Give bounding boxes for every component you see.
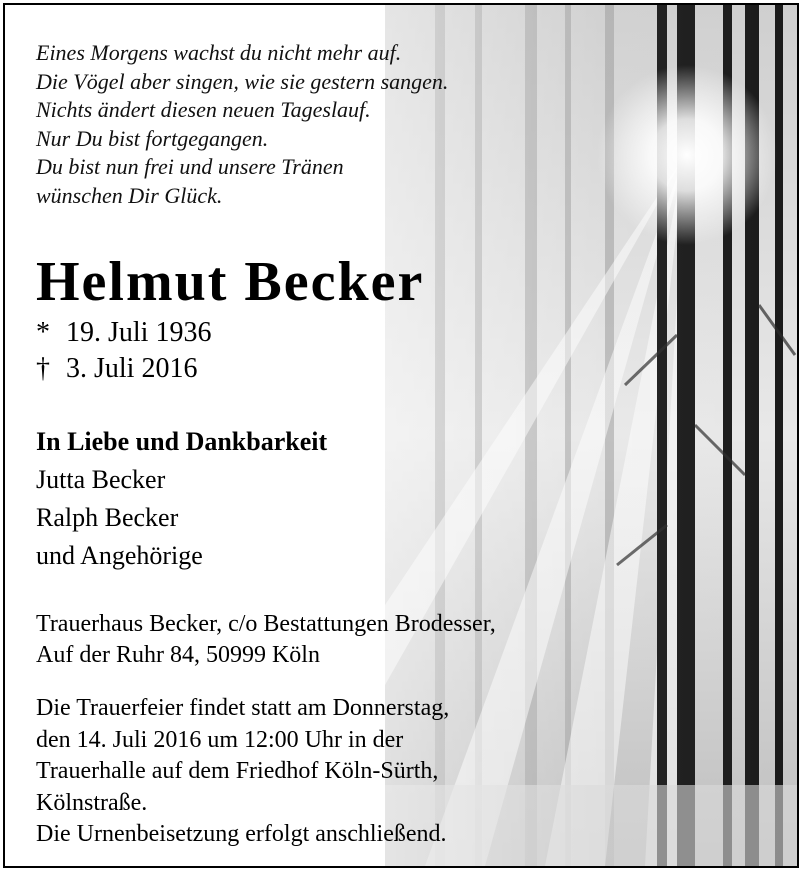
memorial-poem	[36, 39, 448, 210]
mourner-name: Jutta Becker	[36, 465, 166, 494]
obituary-content	[5, 5, 797, 866]
mourner-name: Ralph Becker	[36, 503, 179, 532]
life-dates	[36, 315, 211, 387]
ceremony-line: Die Urnenbeisetzung erfolgt anschließend.	[36, 821, 447, 847]
ceremony-line: Kölnstraße.	[36, 789, 148, 816]
poem-line: Eines Morgens wachst du nicht mehr auf.	[36, 40, 402, 65]
birth-star-symbol: *	[36, 317, 50, 348]
mourner-name: und Angehörige	[36, 541, 203, 570]
mourners-block	[36, 423, 327, 575]
poem-line: Die Vögel aber singen, wie sie gestern sangen.	[36, 68, 449, 94]
poem-line: Nichts ändert diesen neuen Tageslauf.	[36, 97, 371, 122]
birth-date: 19. Juli 1936	[66, 317, 212, 348]
poem-line: Nur Du bist fortgegangen.	[36, 125, 269, 151]
poem-line: wünschen Dir Glück.	[36, 182, 223, 208]
birth-row	[36, 315, 211, 351]
address-line: Auf der Ruhr 84, 50999 Köln	[36, 642, 320, 668]
mourners-heading: In Liebe und Dankbarkeit	[36, 427, 328, 456]
poem-line: Du bist nun frei und unsere Tränen	[36, 154, 344, 179]
ceremony-line: Die Trauerfeier findet statt am Donnerstag,	[36, 695, 450, 721]
death-row	[36, 351, 211, 387]
funeral-details	[36, 693, 449, 851]
ceremony-line: den 14. Juli 2016 um 12:00 Uhr in der	[36, 726, 404, 753]
death-cross-symbol: †	[36, 353, 50, 384]
address-line: Trauerhaus Becker, c/o Bestattungen Brodesser,	[36, 611, 496, 637]
ceremony-line: Trauerhalle auf dem Friedhof Köln-Sürth,	[36, 758, 439, 784]
death-date: 3. Juli 2016	[66, 353, 198, 384]
deceased-name: Helmut Becker	[36, 251, 425, 313]
obituary-frame	[3, 3, 799, 868]
mourning-address	[36, 609, 496, 671]
